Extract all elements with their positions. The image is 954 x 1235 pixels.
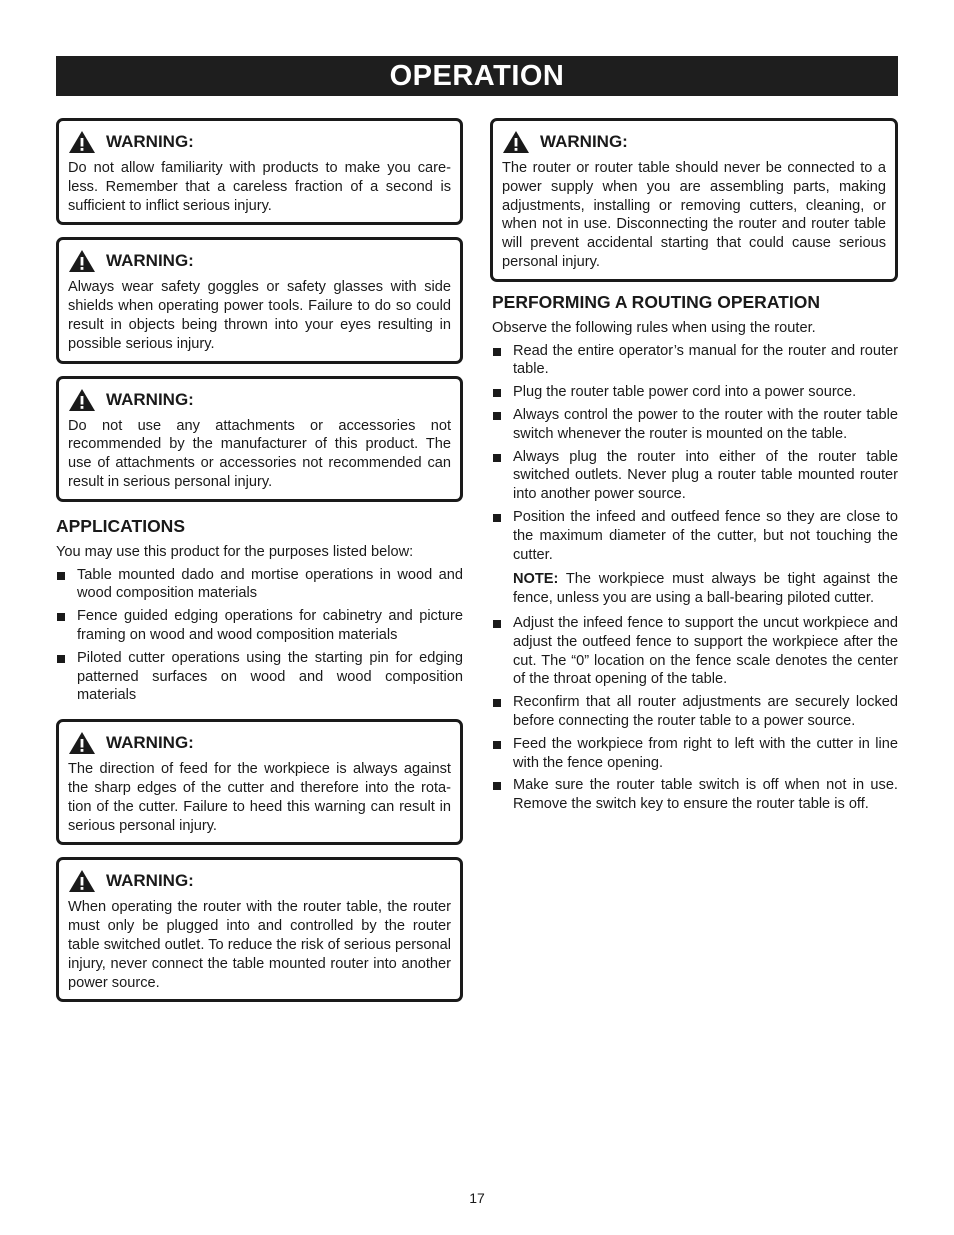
right-column [490, 118, 898, 818]
routing-section [490, 292, 898, 814]
list-item: Always control the power to the router with the router table switch whenever the router is mounted on the table. [492, 406, 898, 444]
warning-text: Do not allow familiarity with products to make you care-less. Remember that a careless fraction of a second is sufficient to inflict serious injury. [68, 160, 451, 214]
warning-box-switched-outlet [56, 857, 463, 1002]
warning-box-feed-direction [56, 719, 463, 845]
warning-triangle-icon [68, 249, 96, 273]
warning-header [68, 249, 451, 273]
routing-intro: Observe the following rules when using the router. [492, 319, 816, 336]
page-title: OPERATION [56, 56, 898, 96]
warning-text: Do not use any attachments or accessories not recommended by the manufacturer of this product. The use of attachments or accessories not recommended can result in serious personal injury. [68, 417, 451, 490]
warning-label: WARNING: [106, 389, 194, 409]
routing-list-a [492, 342, 898, 565]
warning-text: The direction of feed for the workpiece is always against the sharp edges of the cutter and therefore into the rota-tion of the cutter. Failure to heed this warning can result in serious personal injury. [68, 761, 451, 834]
routing-list-b [492, 614, 898, 814]
routing-note [492, 570, 898, 608]
left-column [56, 118, 463, 1014]
warning-header [68, 130, 451, 154]
warning-label: WARNING: [106, 871, 194, 891]
list-item: Adjust the infeed fence to support the uncut workpiece and adjust the outfeed fence to support the workpiece after the cut. The “0” location on the fence scale denotes the center of the throat opening of the table. [492, 614, 898, 689]
list-item: Feed the workpiece from right to left with the cutter in line with the fence opening. [492, 735, 898, 773]
list-item: Reconfirm that all router adjustments are securely locked before connecting the router table to a power source. [492, 693, 898, 731]
list-item: Fence guided edging operations for cabinetry and picture framing on wood and wood composition materials [56, 607, 463, 645]
warning-box-familiarity [56, 118, 463, 225]
applications-list [56, 566, 463, 706]
warning-label: WARNING: [540, 132, 628, 151]
warning-header [68, 869, 451, 893]
warning-text: When operating the router with the router table, the router must only be plugged into and controlled by the router table switched outlet. To reduce the risk of serious personal injury, never connect the table mounted router into another power source. [68, 899, 451, 991]
list-item: Plug the router table power cord into a power source. [492, 383, 898, 402]
warning-header [68, 388, 451, 412]
warning-box-attachments [56, 376, 463, 502]
list-item: Position the infeed and outfeed fence so they are close to the maximum diameter of the cutter, but not touching the cutter. [492, 508, 898, 564]
warning-box-safety-goggles [56, 237, 463, 363]
warning-label: WARNING: [106, 733, 194, 753]
list-item: Piloted cutter operations using the starting pin for edging patterned surfaces on wood and wood composition materials [56, 649, 463, 705]
warning-triangle-icon [502, 130, 530, 154]
warning-triangle-icon [68, 731, 96, 755]
note-text: The workpiece must always be tight against the fence, unless you are using a ball-bearing piloted cutter. [513, 571, 898, 607]
page-number: 17 [469, 1190, 485, 1206]
note-label: NOTE: [513, 571, 559, 588]
warning-label: WARNING: [106, 251, 194, 271]
warning-label: WARNING: [106, 132, 194, 151]
list-item: Make sure the router table switch is off when not in use. Remove the switch key to ensure the router table is off. [492, 776, 898, 814]
warning-triangle-icon [68, 869, 96, 893]
routing-title: PERFORMING A ROUTING OPERATION [492, 291, 820, 312]
warning-header [502, 130, 886, 154]
list-item: Always plug the router into either of the router table switched outlets. Never plug a router table mounted router into another power source. [492, 448, 898, 504]
warning-header [68, 731, 451, 755]
warning-text: Always wear safety goggles or safety glasses with side shields when operating power tools. Failure to do so could result in objects being thrown into your eyes resulting in possible serious injury. [68, 279, 451, 352]
list-item: Read the entire operator’s manual for the router and router table. [492, 342, 898, 380]
warning-box-power-supply [490, 118, 898, 282]
warning-triangle-icon [68, 388, 96, 412]
warning-text: The router or router table should never be connected to a power supply when you are assembling parts, making adjustments, installing or removing cutters, cleaning, or when not in use. Disconnecting the router and router table will prevent accidental starting that could cause serious personal injury. [502, 160, 886, 270]
applications-intro: You may use this product for the purposes listed below: [56, 543, 414, 560]
applications-section [56, 516, 463, 705]
applications-title: APPLICATIONS [56, 515, 185, 536]
warning-triangle-icon [68, 130, 96, 154]
list-item: Table mounted dado and mortise operations in wood and wood composition materials [56, 566, 463, 604]
